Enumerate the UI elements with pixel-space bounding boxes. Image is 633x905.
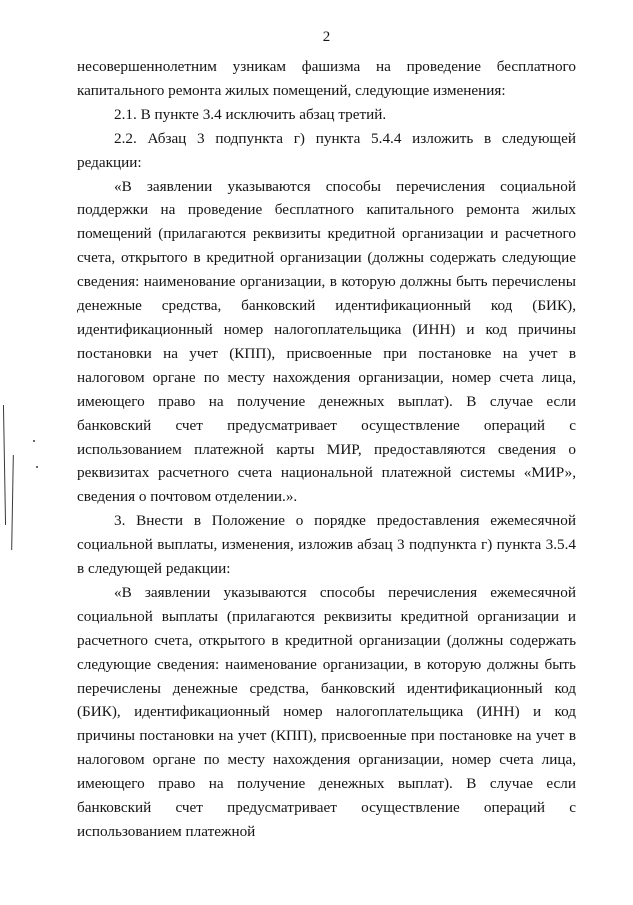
- paragraph: «В заявлении указываются способы перечисления ежемесячной социальной выплаты (прилагаются реквизиты кредитной организации и расчетного счета, открытого в кредитной организации (должны содержать следующие сведения: наименование организации, в которую должны быть перечислены денежные средства, банковский идентификационный код (БИК), идентификационный номер налогоплательщика (ИНН) и код причины постановки на учет (КПП), присвоенные при постановке на учет в налоговом органе по месту нахождения организации, номер счета лица, имеющего право на получение денежных выплат). В случае если банковский счет предусматривает осуществление операций с использованием платежной: [77, 583, 576, 840]
- paragraph: 3. Внести в Положение о порядке предоставления ежемесячной социальной выплаты, изменения, изложив абзац 3 подпункта г) пункта 3.5.4 в следующей редакции:: [77, 512, 576, 578]
- scan-margin-mark: [36, 466, 38, 468]
- scan-margin-mark: [3, 405, 6, 525]
- scan-margin-mark: [33, 440, 35, 442]
- paragraph: 2.2. Абзац 3 подпункта г) пункта 5.4.4 изложить в следующей редакции:: [77, 129, 576, 171]
- page-number: 2: [322, 29, 331, 45]
- scan-margin-mark: [11, 455, 14, 550]
- paragraph: несовершеннолетним узникам фашизма на проведение бесплатного капитального ремонта жилых помещений, следующие изменения:: [77, 58, 576, 99]
- document-body: [77, 55, 576, 844]
- paragraph: «В заявлении указываются способы перечисления социальной поддержки на проведение бесплатного капитального ремонта жилых помещений (прилагаются реквизиты кредитной организации и расчетного счета, открытого в кредитной организации (должны содержать следующие сведения: наименование организации, в которую должны быть перечислены денежные средства, банковский идентификационный код (БИК), идентификационный номер налогоплательщика (ИНН) и код причины постановки на учет (КПП), присвоенные при постановке на учет в налоговом органе по месту нахождения организации, номер счета лица, имеющего право на получение денежных выплат). В случае если банковский счет предусматривает осуществление операций с использованием платежной карты МИР, предоставляются сведения о реквизитах расчетного счета национальной платежной системы «МИР», сведения о почтовом отделении.».: [77, 177, 576, 506]
- paragraph: 2.1. В пункте 3.4 исключить абзац третий.: [114, 105, 387, 123]
